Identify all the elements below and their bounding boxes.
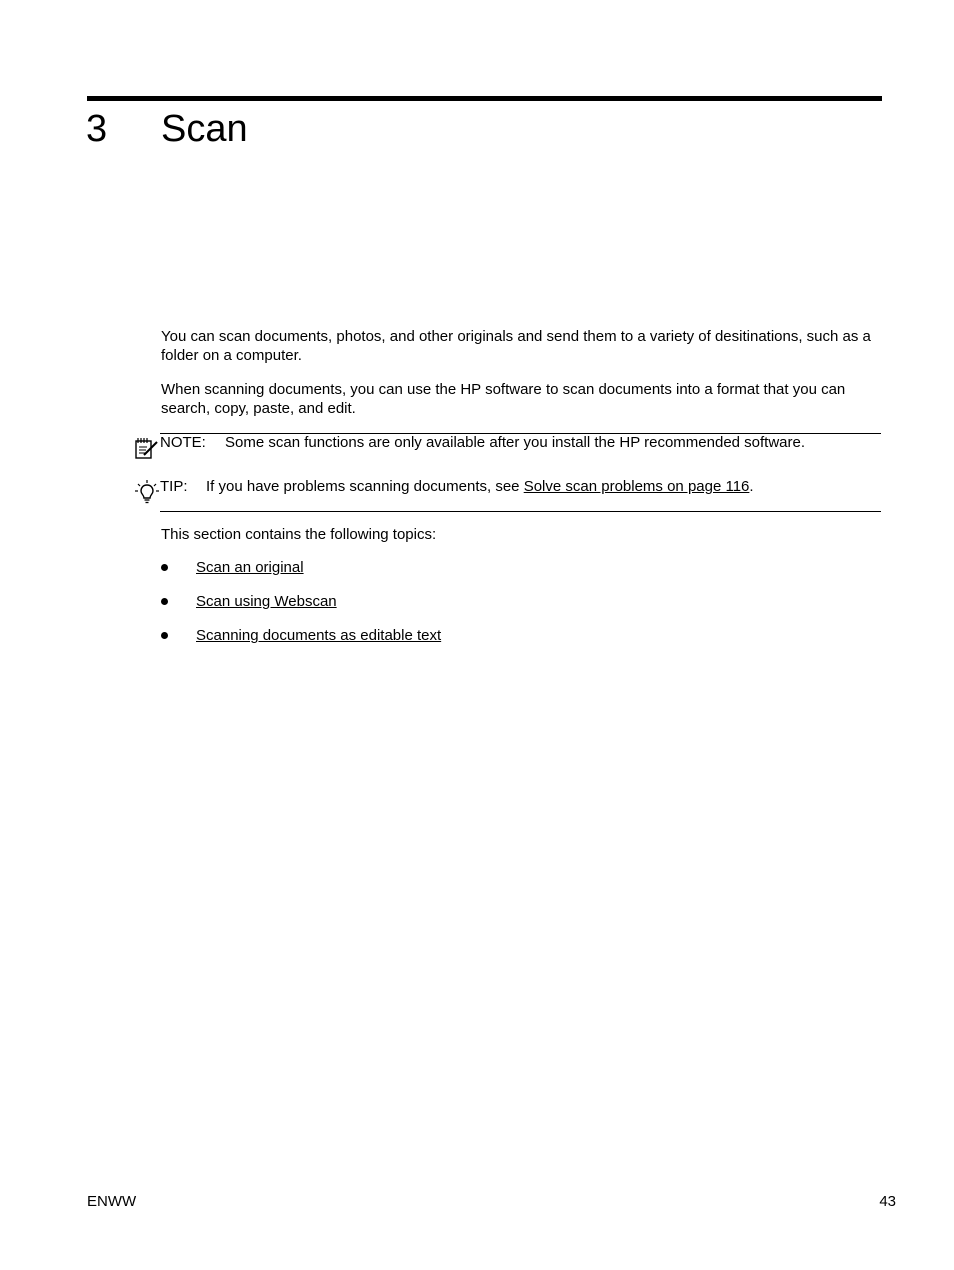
lightbulb-icon (135, 479, 159, 505)
tip-text-after: . (749, 478, 754, 495)
list-item (161, 592, 441, 626)
topics-intro: This section contains the following topics: (161, 526, 437, 543)
footer-left: ENWW (87, 1193, 137, 1210)
intro-paragraph-1: You can scan documents, photos, and other originals and send them to a variety of desitinations, such as a folder on a computer. (161, 328, 871, 364)
tip-label: TIP: (160, 478, 188, 495)
tip-callout (160, 477, 754, 496)
page-number: 43 (879, 1193, 896, 1210)
note-icon (134, 436, 160, 460)
topic-link-scan-original[interactable]: Scan an original (196, 559, 304, 576)
intro-paragraph-2: When scanning documents, you can use the HP software to scan documents into a format that you can search, copy, paste, and edit. (161, 381, 846, 417)
note-callout (160, 433, 805, 452)
tip-text-before: If you have problems scanning documents, see (206, 478, 524, 495)
solve-scan-problems-link[interactable]: Solve scan problems on page 116 (523, 478, 750, 495)
note-text: Some scan functions are only available after you install the HP recommended software. (225, 434, 806, 451)
chapter-top-rule (87, 96, 882, 101)
topics-list (161, 558, 441, 660)
bullet-icon (161, 598, 168, 605)
list-item (161, 558, 441, 592)
chapter-number: 3 (86, 108, 108, 150)
callout-bottom-divider (160, 511, 881, 512)
note-label: NOTE: (160, 434, 206, 451)
chapter-heading (86, 104, 248, 154)
topic-link-editable-text[interactable]: Scanning documents as editable text (196, 627, 442, 644)
bullet-icon (161, 564, 168, 571)
chapter-title: Scan (161, 108, 248, 150)
list-item (161, 626, 441, 660)
topic-link-webscan[interactable]: Scan using Webscan (196, 593, 337, 610)
bullet-icon (161, 632, 168, 639)
